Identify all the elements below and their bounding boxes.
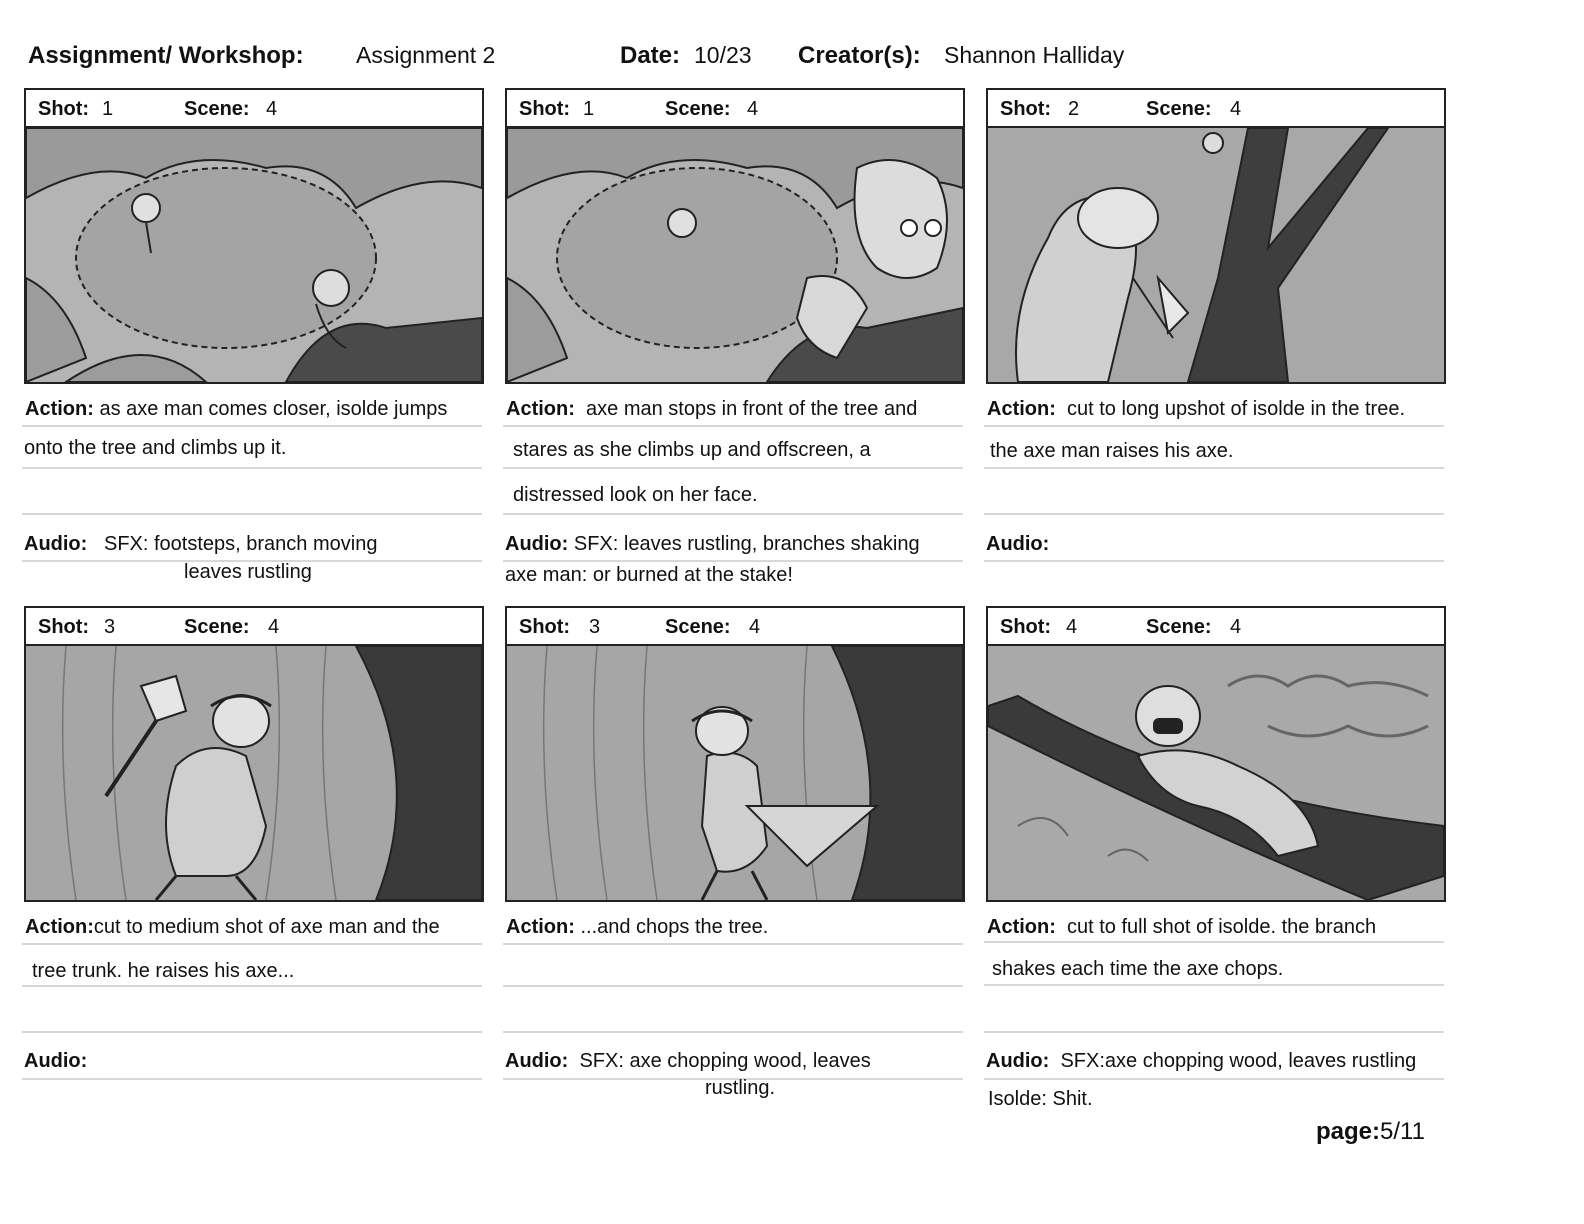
audio-line-2: Isolde: Shit. [988, 1088, 1093, 1110]
assignment-value: Assignment 2 [356, 42, 496, 68]
action-text: cut to long upshot of isolde in the tree. [1067, 398, 1406, 420]
sketch-isolde-on-branch [507, 128, 963, 382]
creator-label: Creator(s): [798, 42, 921, 69]
audio-label: Audio: [505, 533, 569, 555]
audio-label: Audio: [986, 1050, 1050, 1072]
page-value: 5/11 [1380, 1118, 1425, 1145]
action-line-1 [506, 398, 917, 421]
shot-number: 4 [1066, 616, 1078, 638]
action-text: cut to medium shot of axe man and the [93, 916, 440, 938]
shot-bar [24, 606, 484, 646]
action-text: axe man stops in front of the tree and [586, 398, 918, 420]
assignment-label: Assignment/ Workshop: [28, 42, 304, 69]
action-line-2: the axe man raises his axe. [990, 440, 1234, 462]
sketch-axe-man-long-upshot [988, 128, 1444, 382]
action-line-1 [987, 398, 1405, 421]
scene-number: 4 [1230, 98, 1242, 120]
action-label: Action: [25, 916, 94, 938]
sketch-forest-upshot [26, 128, 482, 382]
audio-label: Audio: [986, 533, 1050, 555]
scene-label: Scene: [665, 616, 731, 638]
audio-line-2: leaves rustling [184, 561, 312, 583]
scene-number: 4 [1230, 616, 1242, 638]
page-label: page: [1316, 1118, 1381, 1145]
action-line-2: shakes each time the axe chops. [992, 958, 1284, 980]
action-line-2: stares as she climbs up and offscreen, a [513, 439, 871, 461]
scene-label: Scene: [1146, 98, 1212, 120]
audio-label: Audio: [24, 1050, 88, 1072]
action-line-1 [987, 916, 1376, 939]
audio-text: SFX: leaves rustling, branches shaking [573, 533, 920, 555]
shot-number: 1 [102, 98, 114, 120]
audio-line-1 [986, 533, 1049, 556]
action-label: Action: [506, 916, 575, 938]
sketch-axe-man-raises-axe [26, 646, 482, 900]
shot-label: Shot: [519, 98, 571, 120]
action-label: Action: [506, 398, 575, 420]
creator-value: Shannon Halliday [944, 42, 1125, 68]
shot-bar [986, 606, 1446, 646]
storyboard-frame [986, 126, 1446, 384]
shot-number: 1 [583, 98, 595, 120]
storyboard-frame [24, 126, 484, 384]
scene-number: 4 [749, 616, 761, 638]
sketch-axe-man-chops-tree [507, 646, 963, 900]
audio-line-1 [986, 1050, 1416, 1073]
date-label: Date: [620, 42, 681, 69]
scene-label: Scene: [665, 98, 731, 120]
action-label: Action: [25, 398, 94, 420]
action-label: Action: [987, 916, 1056, 938]
audio-text: SFX: axe chopping wood, leaves [579, 1050, 871, 1072]
shot-number: 2 [1068, 98, 1080, 120]
scene-label: Scene: [184, 616, 250, 638]
action-text: ...and chops the tree. [580, 916, 769, 938]
action-line-1 [506, 916, 768, 939]
storyboard-header [28, 38, 1528, 74]
audio-text: SFX: footsteps, branch moving [103, 533, 378, 555]
audio-line-2: rustling. [705, 1077, 776, 1099]
action-line-1 [25, 398, 447, 421]
shot-label: Shot: [38, 616, 90, 638]
action-line-2: tree trunk. he raises his axe... [32, 960, 295, 982]
action-line-3: distressed look on her face. [513, 484, 758, 506]
action-text: cut to full shot of isolde. the branch [1067, 916, 1377, 938]
audio-line-2: axe man: or burned at the stake! [505, 564, 793, 586]
shot-label: Shot: [1000, 98, 1052, 120]
audio-line-1 [505, 1050, 871, 1073]
storyboard-frame [24, 644, 484, 902]
action-text: as axe man comes closer, isolde jumps [99, 398, 448, 420]
shot-bar [505, 88, 965, 128]
action-label: Action: [987, 398, 1056, 420]
shot-bar [986, 88, 1446, 128]
storyboard-frame [986, 644, 1446, 902]
scene-label: Scene: [1146, 616, 1212, 638]
audio-text: SFX:axe chopping wood, leaves rustling [1060, 1050, 1417, 1072]
audio-line-1 [505, 533, 920, 556]
audio-line-1 [24, 1050, 87, 1073]
shot-label: Shot: [1000, 616, 1052, 638]
shot-label: Shot: [519, 616, 571, 638]
action-line-1 [25, 916, 440, 939]
shot-bar [505, 606, 965, 646]
date-value: 10/23 [694, 42, 752, 68]
scene-number: 4 [747, 98, 759, 120]
scene-label: Scene: [184, 98, 250, 120]
action-line-2: onto the tree and climbs up it. [24, 437, 287, 459]
scene-number: 4 [268, 616, 280, 638]
shot-label: Shot: [38, 98, 90, 120]
sketch-isolde-clinging-branch [988, 646, 1444, 900]
shot-bar [24, 88, 484, 128]
audio-label: Audio: [24, 533, 88, 555]
shot-number: 3 [104, 616, 116, 638]
audio-line-1 [24, 533, 377, 556]
scene-number: 4 [266, 98, 278, 120]
audio-label: Audio: [505, 1050, 569, 1072]
storyboard-frame [505, 644, 965, 902]
storyboard-frame [505, 126, 965, 384]
shot-number: 3 [589, 616, 601, 638]
page-number [1316, 1118, 1425, 1146]
